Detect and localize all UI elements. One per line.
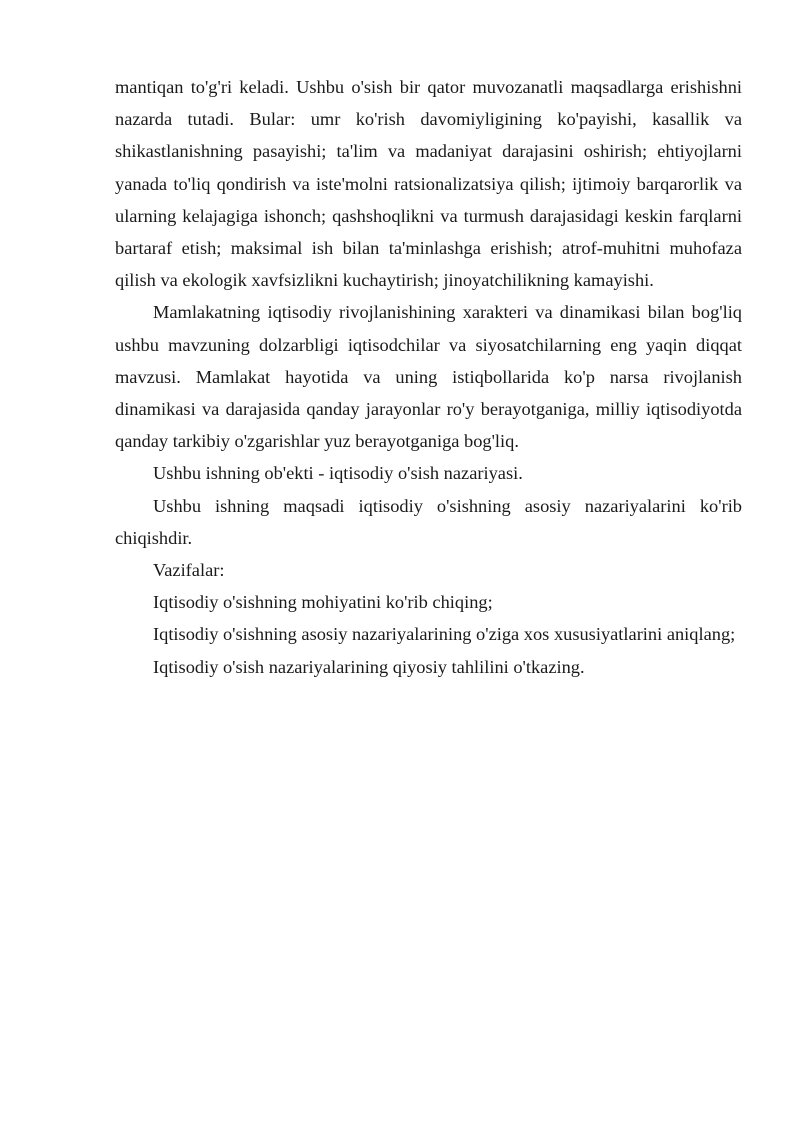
paragraph-tasks-heading: Vazifalar: (153, 560, 225, 581)
paragraph-goal: Ushbu ishning maqsadi iqtisodiy o'sishning asosiy nazariyalarini ko'rib chiqishdir. (115, 495, 742, 548)
paragraph-object: Ushbu ishning ob'ekti - iqtisodiy o'sish nazariyasi. (153, 463, 523, 484)
document-body (115, 71, 742, 683)
task-item-2: Iqtisodiy o'sishning asosiy nazariyalarining o'ziga xos xususiyatlarini aniqlang; (153, 624, 736, 645)
task-item-3: Iqtisodiy o'sish nazariyalarining qiyosiy tahlilini o'tkazing. (153, 656, 585, 677)
paragraph-continuation: mantiqan to'g'ri keladi. Ushbu o'sish bir qator muvozanatli maqsadlarga erishishni nazarda tutadi. Bular: umr ko'rish davomiyligining ko'payishi, kasallik va shikastlanishning pasayishi; ta'lim va madaniyat darajasini oshirish; ehtiyojlarni yanada to'liq qondirish va iste'molni ratsionalizatsiya qilish; ijtimoiy barqarorlik va ularning kelajagiga ishonch; qashshoqlikni va turmush darajasidagi keskin farqlarni bartaraf etish; maksimal ish bilan ta'minlashga erishish; atrof-muhitni muhofaza qilish va ekologik xavfsizlikni kuchaytirish; jinoyatchilikning kamayishi. (115, 77, 742, 291)
task-item-1: Iqtisodiy o'sishning mohiyatini ko'rib chiqing; (153, 592, 493, 613)
paragraph-relevance: Mamlakatning iqtisodiy rivojlanishining xarakteri va dinamikasi bilan bog'liq ushbu mavzuning dolzarbligi iqtisodchilar va siyosatchilarning eng yaqin diqqat mavzusi. Mamlakat hayotida va uning istiqbollarida ko'p narsa rivojlanish dinamikasi va darajasida qanday jarayonlar ro'y berayotganiga, milliy iqtisodiyotda qanday tarkibiy o'zgarishlar yuz berayotganiga bog'liq. (115, 302, 742, 452)
